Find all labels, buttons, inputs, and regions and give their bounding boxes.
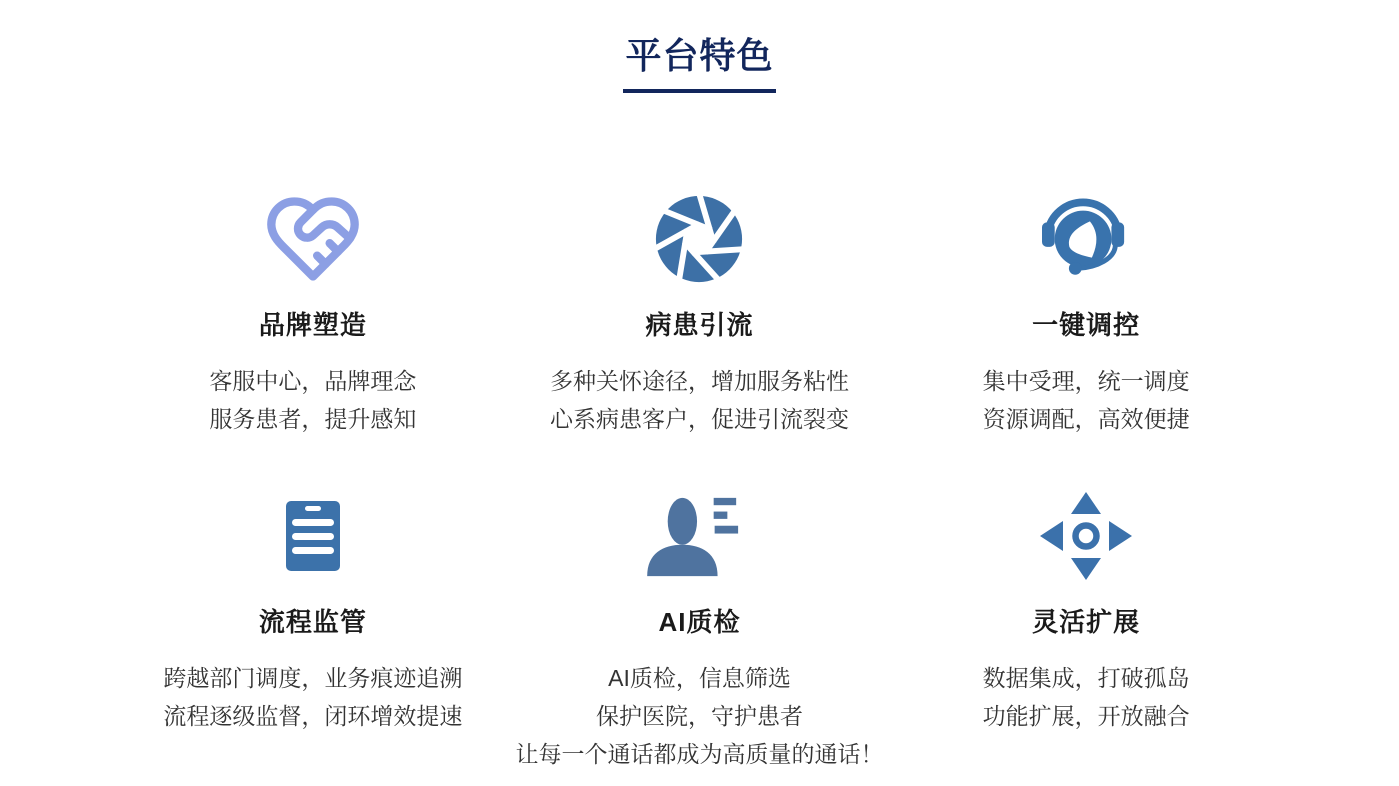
feature-icon-box bbox=[893, 189, 1280, 289]
feature-description-line: 数据集成，打破孤岛 bbox=[982, 665, 1190, 691]
feature-description-line: 集中受理，统一调度 bbox=[982, 368, 1190, 394]
feature-icon-box bbox=[893, 486, 1280, 586]
feature-title: 一键调控 bbox=[1032, 310, 1141, 340]
headset-agent-icon bbox=[1042, 193, 1130, 286]
feature-description-line: 功能扩展，开放融合 bbox=[982, 703, 1190, 729]
feature-card-ai-quality-inspection bbox=[506, 486, 893, 773]
feature-icon-box bbox=[506, 189, 893, 289]
page-title: 平台特色 bbox=[623, 28, 775, 93]
features-grid bbox=[120, 189, 1280, 773]
section-header bbox=[0, 0, 1399, 93]
person-checklist-icon bbox=[640, 492, 758, 580]
feature-title: 灵活扩展 bbox=[1032, 607, 1141, 637]
feature-card-brand-building bbox=[120, 189, 507, 438]
feature-card-flexible-expansion bbox=[893, 486, 1280, 773]
feature-description-line: 心系病患客户，促进引流裂变 bbox=[549, 406, 849, 432]
aperture-icon bbox=[652, 192, 746, 286]
feature-description-line: 流程逐级监督，闭环增效提速 bbox=[163, 703, 463, 729]
expand-arrows-icon bbox=[1030, 488, 1142, 584]
feature-description-line: 资源调配，高效便捷 bbox=[982, 406, 1190, 432]
feature-card-patient-traffic bbox=[506, 189, 893, 438]
feature-description-line: 客服中心，品牌理念 bbox=[209, 368, 417, 394]
feature-title: AI质检 bbox=[658, 607, 741, 637]
feature-description-line: 保护医院，守护患者 bbox=[595, 703, 803, 729]
feature-card-one-key-control bbox=[893, 189, 1280, 438]
heart-handshake-icon bbox=[263, 189, 363, 289]
feature-description-line: AI质检，信息筛选 bbox=[608, 665, 791, 691]
feature-icon-box bbox=[120, 189, 507, 289]
feature-card-process-supervision bbox=[120, 486, 507, 773]
feature-description-line: 跨越部门调度，业务痕迹追溯 bbox=[163, 665, 463, 691]
feature-icon-box bbox=[120, 486, 507, 586]
feature-title: 流程监管 bbox=[258, 607, 367, 637]
feature-title: 病患引流 bbox=[645, 310, 754, 340]
clipboard-icon bbox=[285, 500, 341, 572]
feature-description-line: 让每一个通话都成为高质量的通话！ bbox=[515, 741, 884, 767]
feature-description-line: 服务患者，提升感知 bbox=[209, 406, 417, 432]
feature-description-line: 多种关怀途径，增加服务粘性 bbox=[549, 368, 849, 394]
feature-title: 品牌塑造 bbox=[258, 310, 367, 340]
feature-icon-box bbox=[506, 486, 893, 586]
